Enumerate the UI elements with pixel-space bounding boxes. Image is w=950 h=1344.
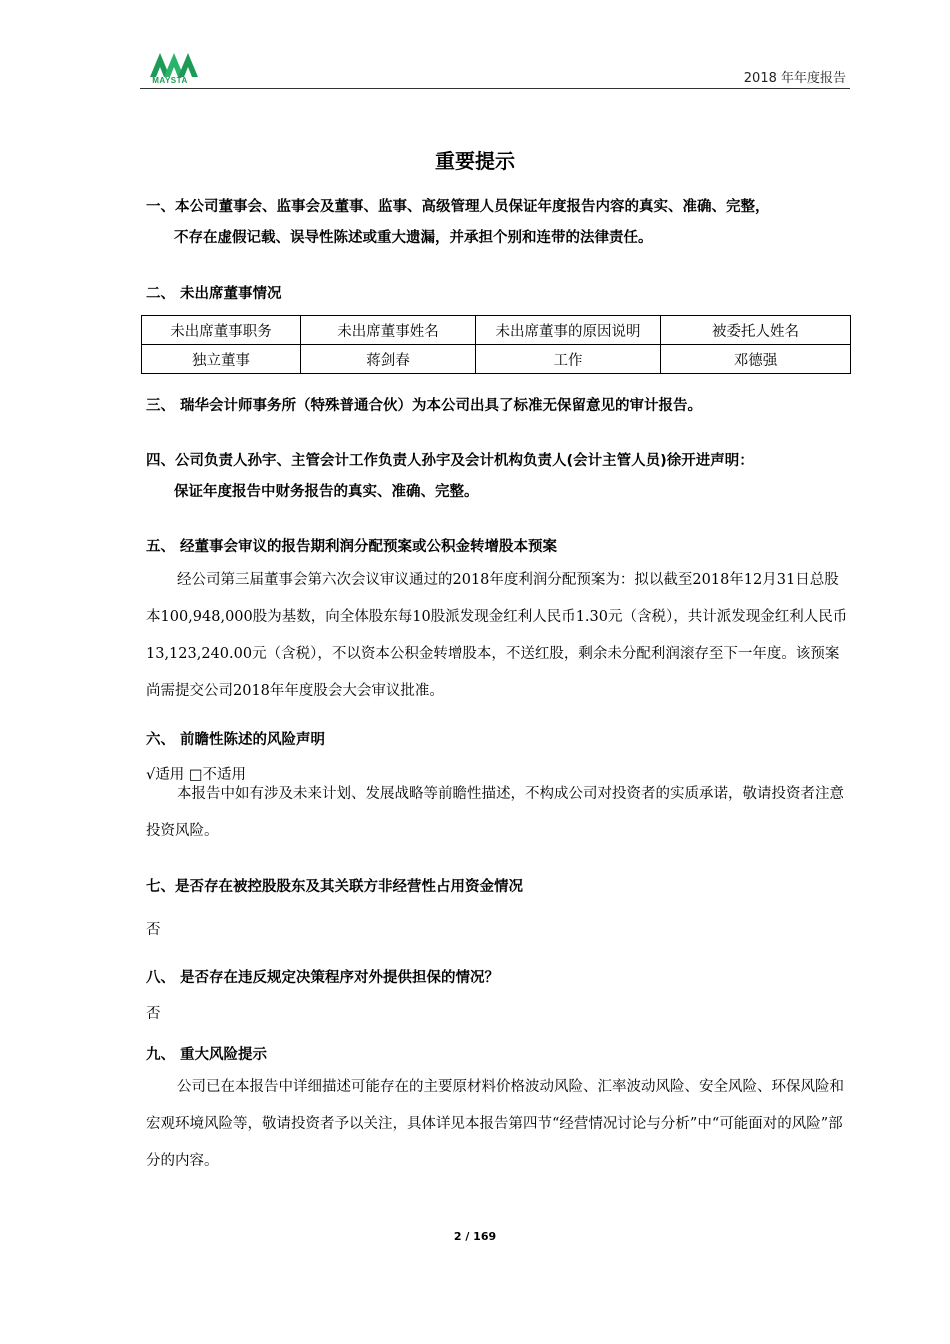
absent-directors-table [141,315,851,374]
section-1-line1: 一、本公司董事会、监事会及董事、监事、高级管理人员保证年度报告内容的真实、准确、完整， [146,199,770,215]
table-header-cell: 未出席董事职务 [142,316,301,345]
table-cell: 蒋剑春 [301,345,476,374]
section-5-body: 经公司第三届董事会第六次会议审议通过的2018年度利润分配预案为：拟以截至2018年12月31日总股本100,948,000股为基数，向全体股东每10股派发现金红利人民币1.30元（含税），共计派发现金红利人民币13,123,240.00元（含税），不以资本公积金转增股本，不送红股，剩余未分配利润滚存至下一年度。该预案尚需提交公司2018年年度股会大会审议批准。 [146,572,848,699]
section-4 [146,446,754,508]
table-header-cell: 未出席董事姓名 [301,316,476,345]
page-title: 重要提示 [435,149,515,173]
table-header-cell: 被委托人姓名 [661,316,851,345]
report-title: 2018 年年度报告 [743,71,846,86]
section-8-answer: 否 [146,1006,161,1022]
section-7-answer: 否 [146,922,161,938]
table-cell: 独立董事 [142,345,301,374]
section-2-heading: 二、 未出席董事情况 [146,286,282,302]
table-row [142,345,851,374]
table-header-row [142,316,851,345]
section-1 [146,192,770,254]
section-3: 三、 瑞华会计师事务所（特殊普通合伙）为本公司出具了标准无保留意见的审计报告。 [146,398,703,414]
table-cell: 工作 [476,345,661,374]
table-cell: 邓德强 [661,345,851,374]
section-7-heading: 七、是否存在被控股股东及其关联方非经营性占用资金情况 [146,879,523,895]
page-header [140,44,850,89]
section-6-heading: 六、 前瞻性陈述的风险声明 [146,732,326,748]
section-9-body: 公司已在本报告中详细描述可能存在的主要原材料价格波动风险、汇率波动风险、安全风险、环保风险和宏观环境风险等，敬请投资者予以关注，具体详见本报告第四节“经营情况讨论与分析”中“可能面对的风险”部分的内容。 [146,1079,844,1169]
table-header-cell: 未出席董事的原因说明 [476,316,661,345]
page-number: 2 / 169 [453,1230,497,1243]
section-1-line2: 不存在虚假记载、误导性陈述或重大遗漏，并承担个别和连带的法律责任。 [174,230,653,246]
section-9-heading: 九、 重大风险提示 [146,1047,268,1063]
section-6-body: 本报告中如有涉及未来计划、发展战略等前瞻性描述，不构成公司对投资者的实质承诺，敬请投资者注意投资风险。 [146,786,844,839]
logo-text: MAYSTA [152,76,188,85]
section-4-line2: 保证年度报告中财务报告的真实、准确、完整。 [174,484,479,500]
applicability-checkbox: √适用 □不适用 [146,767,247,783]
section-5-heading: 五、 经董事会审议的报告期利润分配预案或公积金转增股本预案 [146,539,558,555]
section-4-line1: 四、公司负责人孙宇、主管会计工作负责人孙宇及会计机构负责人(会计主管人员)徐开进声明： [146,453,754,469]
section-8-heading: 八、 是否存在违反规定决策程序对外提供担保的情况？ [146,970,500,986]
